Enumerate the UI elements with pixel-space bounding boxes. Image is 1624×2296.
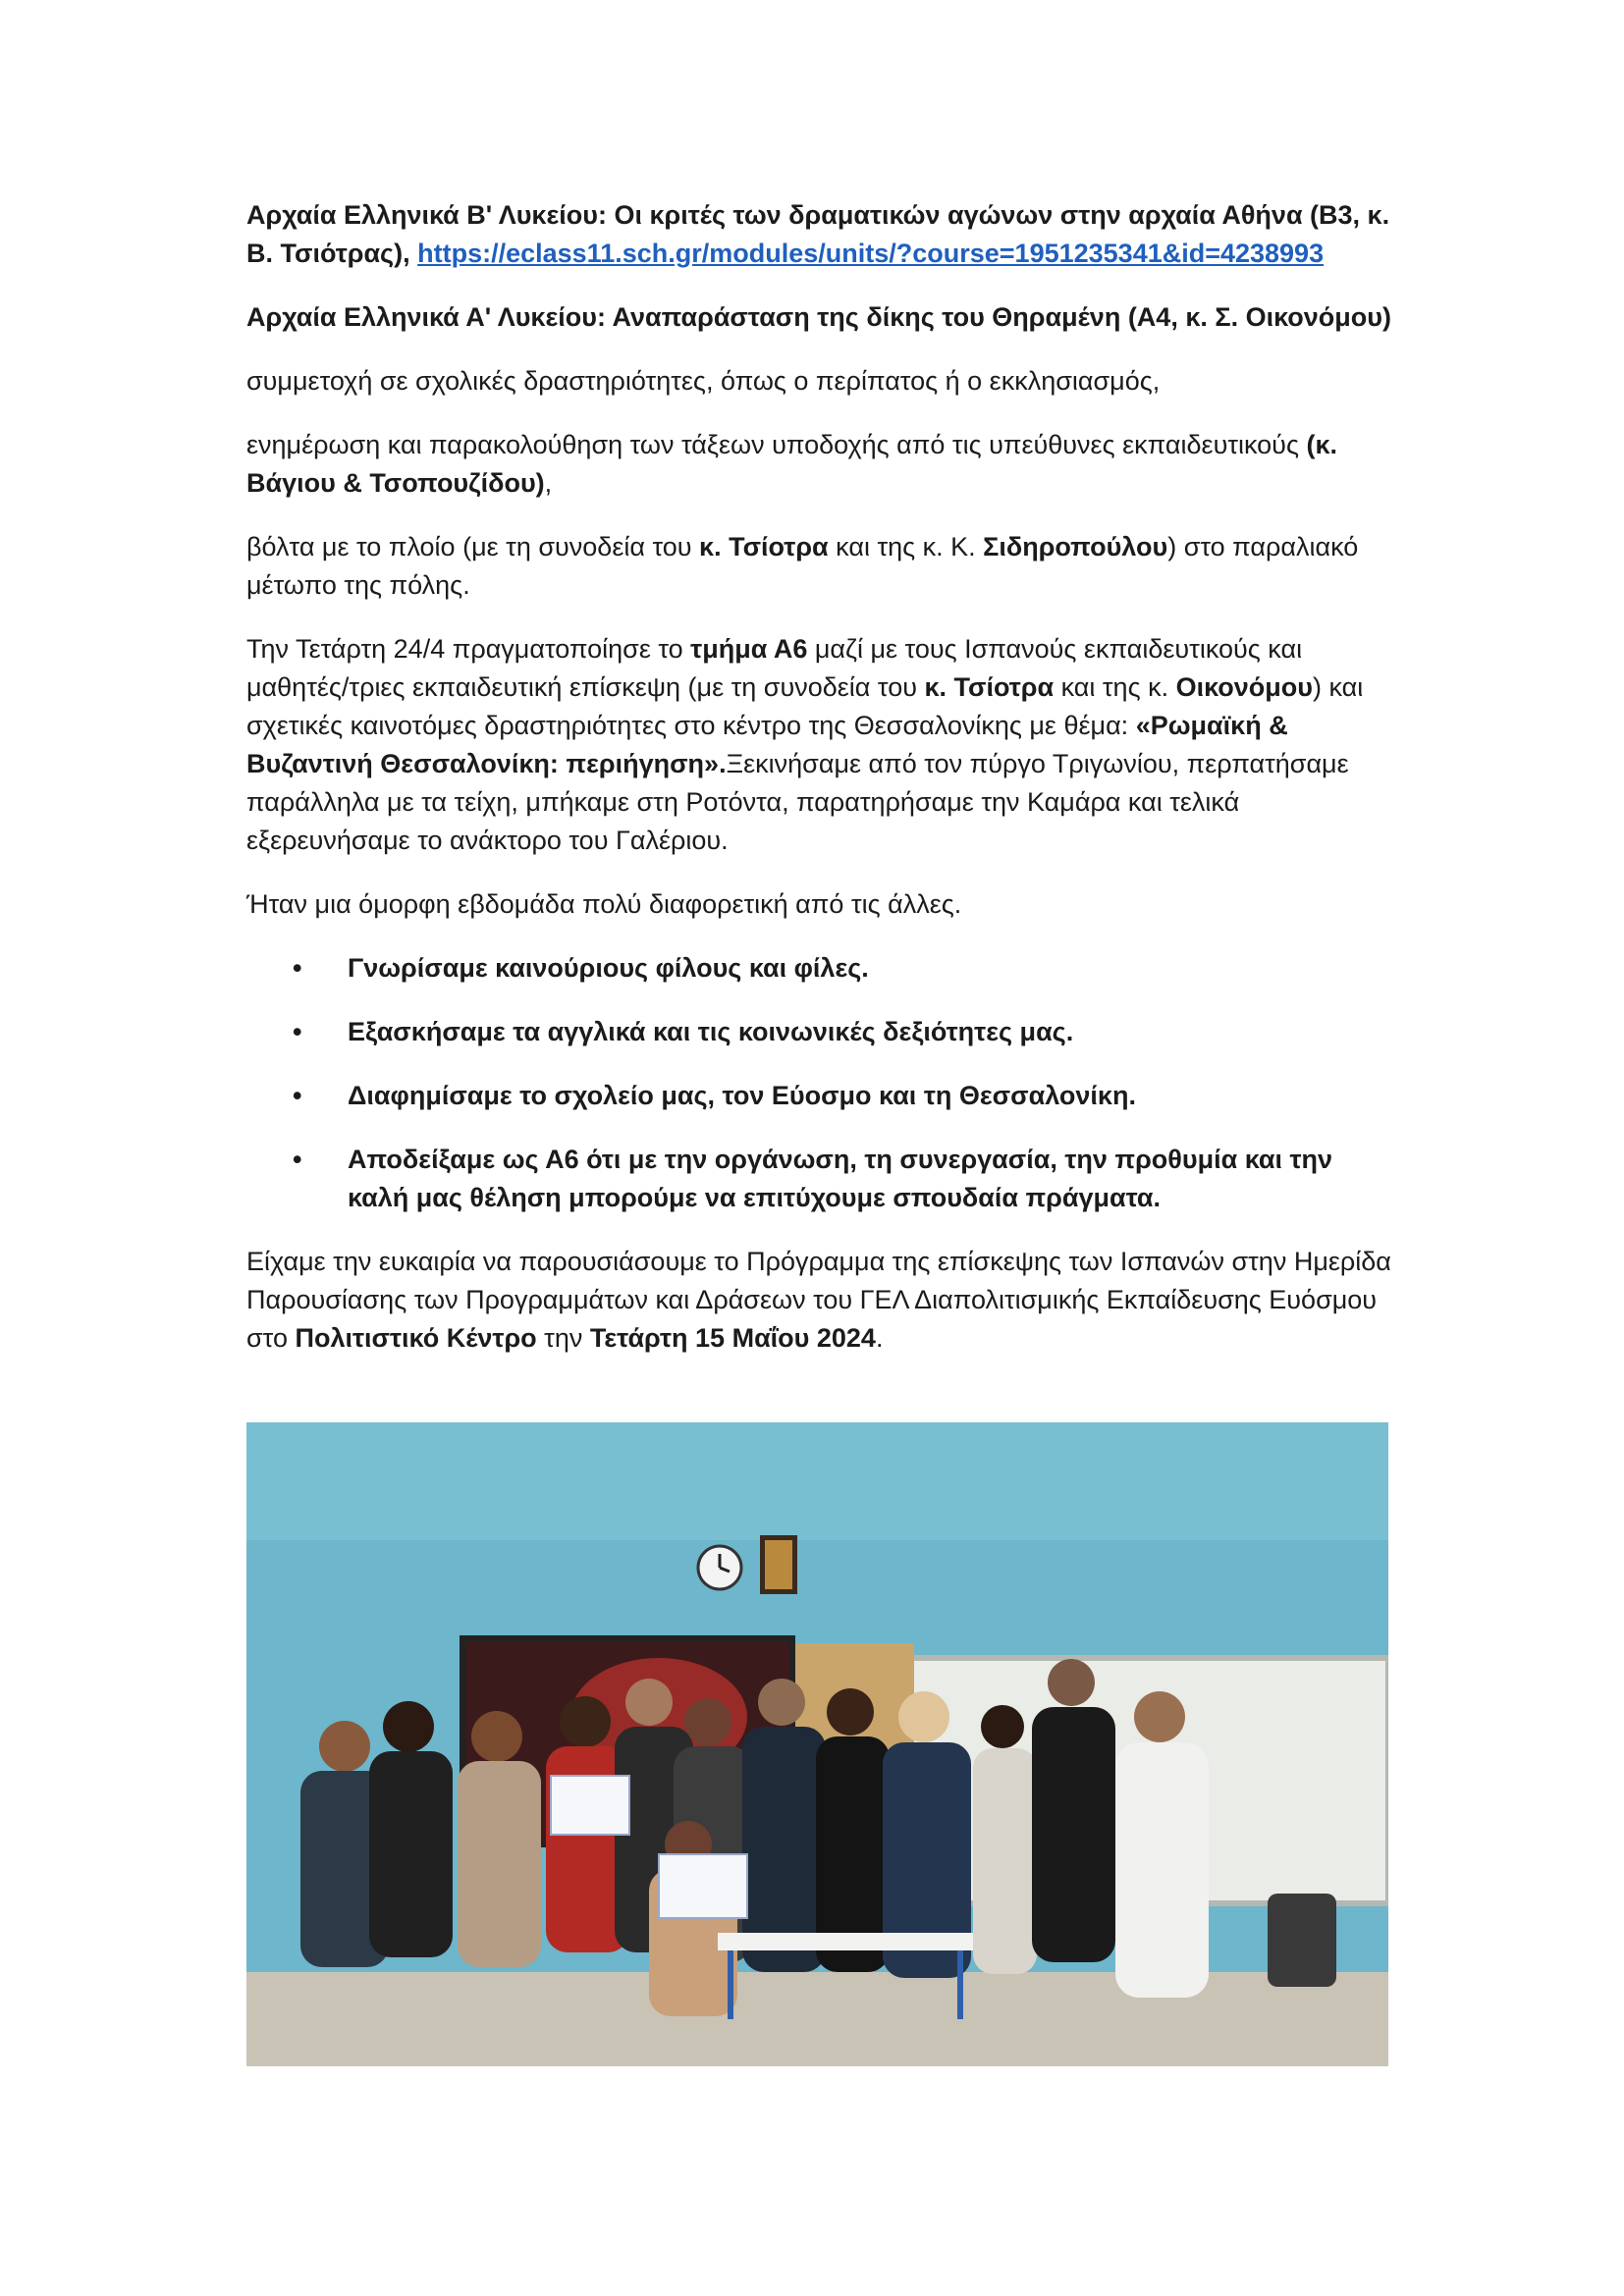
paragraph-educational-visit: Την Τετάρτη 24/4 πραγματοποίησε το τμήμα Α6 μαζί με τους Ισπανούς εκπαιδευτικούς και μαθητές/τριες εκπαιδευτική επίσκεψη (με τη συνοδεία του κ. Τσίοτρα και της κ. Οικονόμου) και σχετικές καινοτόμες δραστηριότητες στο κέντρο της Θεσσαλονίκης με θέμα: «Ρωμαϊκή & Βυζαντινή Θεσσαλονίκη: περιήγηση».Ξεκινήσαμε από τον πύργο Τριγωνίου, περπατήσαμε παράλληλα με τα τείχη, μπήκαμε στη Ροτόντα, παρατηρήσαμε την Καμάρα και τελικά εξερευνήσαμε το ανάκτορο του Γαλέριου. bbox=[246, 634, 1364, 855]
paragraph-presentation: Είχαμε την ευκαιρία να παρουσιάσουμε το Πρόγραμμα της επίσκεψης των Ισπανών στην Ημερίδα Παρουσίασης των Προγραμμάτων και Δράσεων του ΓΕΛ Διαπολιτισμικής Εκπαίδευσης Ευόσμου στο Πολιτιστικό Κέντρο την Τετάρτη 15 Μαΐου 2024. bbox=[246, 1247, 1391, 1353]
group-photo-illustration bbox=[246, 1422, 1388, 2066]
list-item: • Διαφημίσαμε το σχολείο μας, τον Εύοσμο και τη Θεσσαλονίκη. bbox=[246, 1077, 1395, 1115]
bullet-list bbox=[246, 949, 1395, 1217]
paragraph-boat-trip: βόλτα με το πλοίο (με τη συνοδεία του κ. Τσίοτρα και της κ. Κ. Σιδηροπούλου) στο παραλιακό μέτωπο της πόλης. bbox=[246, 532, 1359, 600]
paragraph-summary: Ήταν μια όμορφη εβδομάδα πολύ διαφορετική από τις άλλες. bbox=[246, 889, 962, 919]
paragraph-activities: συμμετοχή σε σχολικές δραστηριότητες, όπως ο περίπατος ή ο εκκλησιασμός, bbox=[246, 366, 1161, 396]
document-body bbox=[246, 196, 1395, 1383]
paragraph-ancient-greek-b bbox=[246, 196, 1395, 273]
eclass-link[interactable]: https://eclass11.sch.gr/modules/units/?course=1951235341&id=4238993 bbox=[417, 239, 1325, 268]
paragraph-reception-classes: ενημέρωση και παρακολούθηση των τάξεων υποδοχής από τις υπεύθυνες εκπαιδευτικούς (κ. Βάγιου & Τσοπουζίδου), bbox=[246, 430, 1338, 498]
bullet-icon: • bbox=[293, 1145, 302, 1174]
course-title-b3: Αρχαία Ελληνικά Β' Λυκείου: Οι κριτές των δραματικών αγώνων στην αρχαία Αθήνα (Β3, κ. Β. Τσιότρας), bbox=[246, 200, 1390, 268]
list-item: • Αποδείξαμε ως Α6 ότι με την οργάνωση, τη συνεργασία, την προθυμία και την καλή μας θέληση μπορούμε να επιτύχουμε σπουδαία πράγματα. bbox=[246, 1141, 1395, 1217]
bullet-icon: • bbox=[293, 1081, 302, 1110]
group-photo bbox=[246, 1422, 1388, 2066]
list-item: • Εξασκήσαμε τα αγγλικά και τις κοινωνικές δεξιότητες μας. bbox=[246, 1013, 1395, 1051]
paragraph-ancient-greek-a bbox=[246, 298, 1395, 337]
bullet-icon: • bbox=[293, 953, 302, 983]
list-item: • Γνωρίσαμε καινούριους φίλους και φίλες. bbox=[246, 949, 1395, 988]
bullet-icon: • bbox=[293, 1017, 302, 1046]
course-title-a4: Αρχαία Ελληνικά Α' Λυκείου: Αναπαράσταση της δίκης του Θηραμένη (Α4, κ. Σ. Οικονόμου) bbox=[246, 302, 1391, 332]
